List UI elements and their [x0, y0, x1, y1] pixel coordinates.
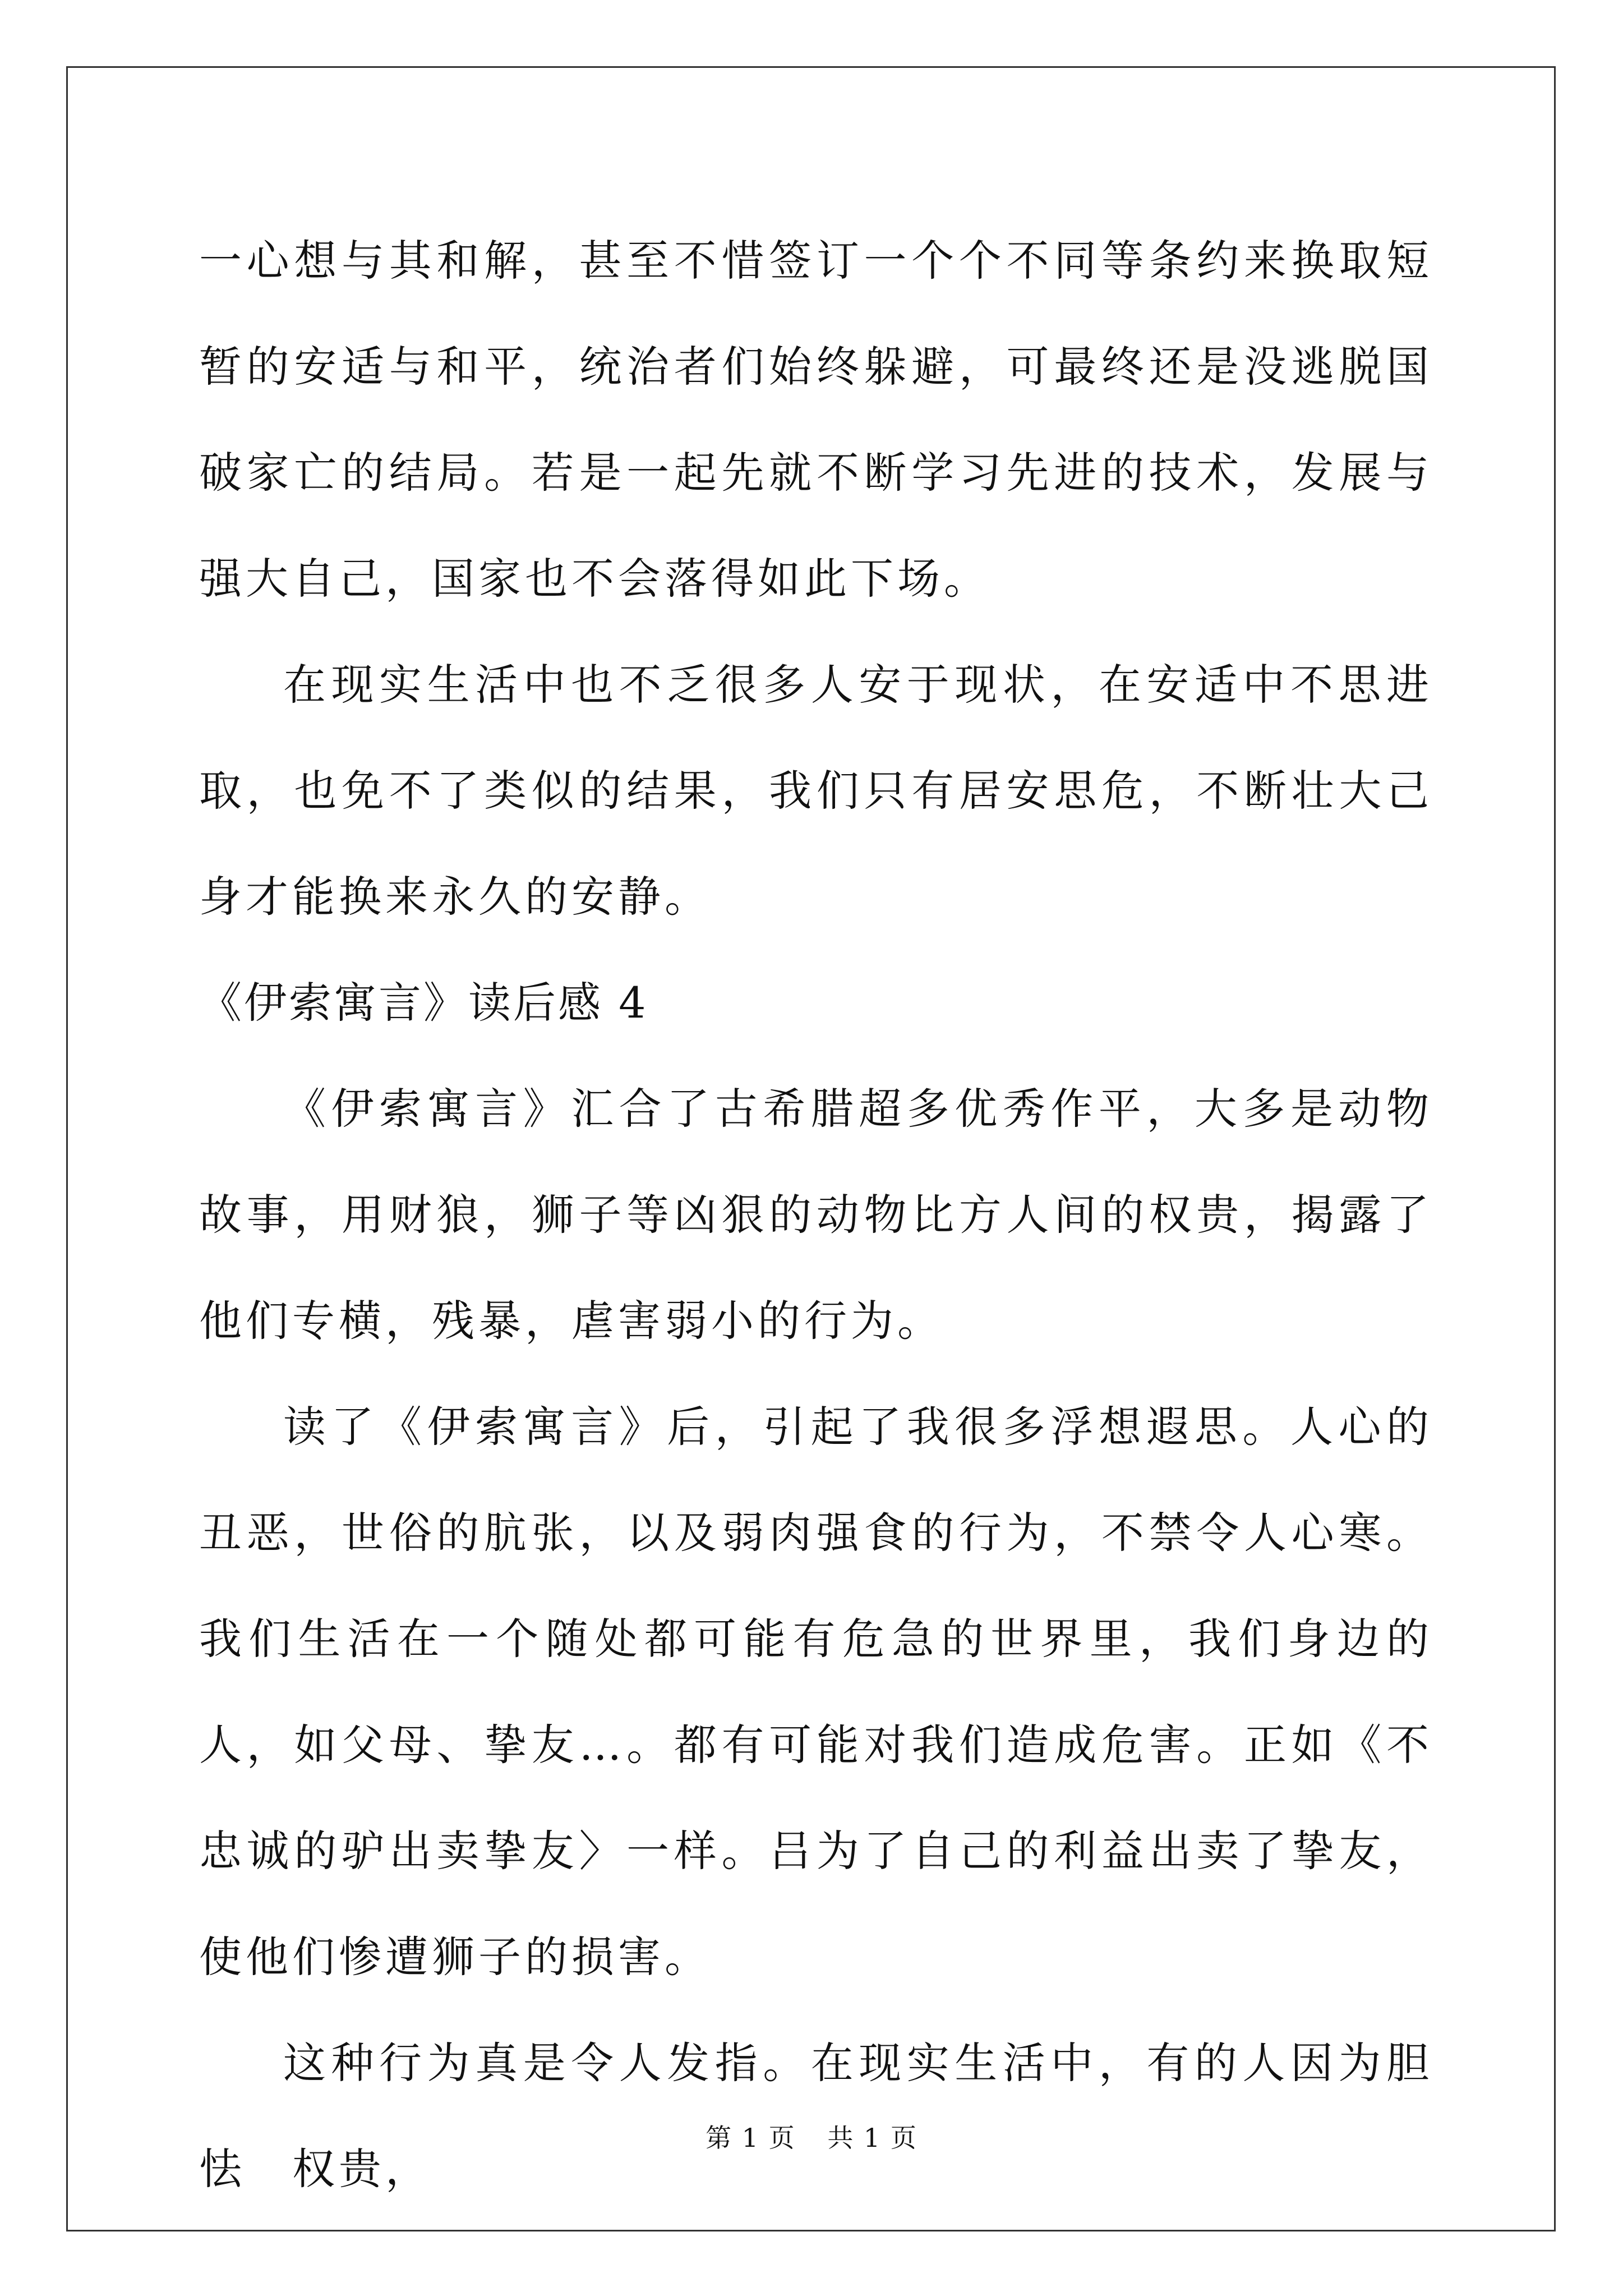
- page-footer: [0, 2118, 1623, 2155]
- page-number: 第 1 页: [706, 2123, 796, 2153]
- paragraph-5: 这种行为真是令人发指。在现实生活中，有的人因为胆怯 权贵，: [199, 2038, 1433, 2194]
- document-body: [199, 208, 1433, 2222]
- paragraph-1: 一心想与其和解，甚至不惜签订一个个不同等条约来换取短暂的安适与和平，统治者们始终躲避，可最终还是没逃脱国破家亡的结局。若是一起先就不断学习先进的技术，发展与强大自己，国家也不会落得如此下场。: [199, 236, 1433, 604]
- paragraph-2: 在现实生活中也不乏很多人安于现状，在安适中不思进取，也免不了类似的结果，我们只有居安思危，不断壮大己身才能换来永久的安静。: [199, 660, 1433, 922]
- paragraph-3: 《伊索寓言》汇合了古希腊超多优秀作平，大多是动物故事，用财狼，狮子等凶狠的动物比方人间的权贵，揭露了他们专横，残暴，虐害弱小的行为。: [199, 1084, 1433, 1346]
- page-total: 共 1 页: [827, 2123, 917, 2153]
- section-heading: 《伊索寓言》读后感 4: [199, 978, 648, 1028]
- paragraph-4: 读了《伊索寓言》后，引起了我很多浮想遐思。人心的丑恶，世俗的肮张，以及弱肉强食的行为，不禁令人心寒。我们生活在一个随处都可能有危急的世界里，我们身边的人，如父母、挚友…。都有可能对我们造成危害。正如《不忠诚的驴出卖挚友〉一样。吕为了自己的利益出卖了挚友，使他们惨遭狮子的损害。: [199, 1402, 1433, 1982]
